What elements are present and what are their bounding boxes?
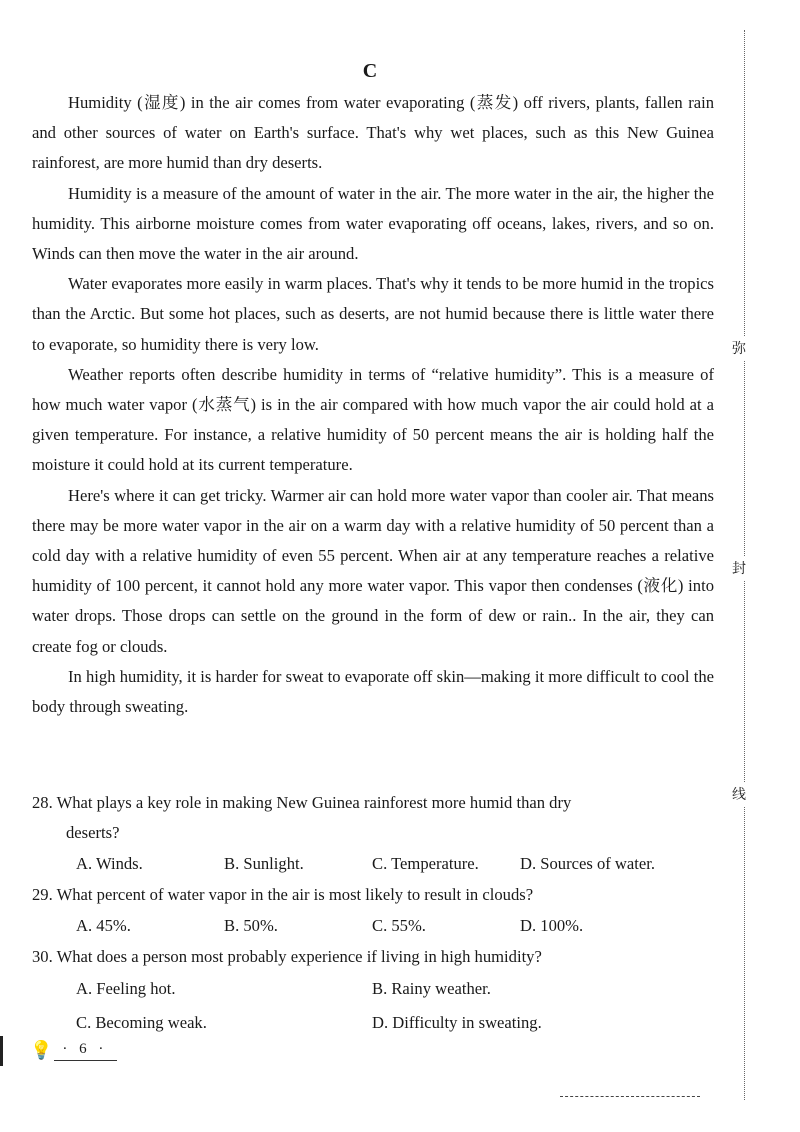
binding-char-mi: 弥 — [732, 336, 746, 360]
paragraph-6: In high humidity, it is harder for sweat to evaporate off skin—making it more difficult to cool the body through sweating. — [32, 666, 714, 717]
paragraph-3: Water evaporates more easily in warm places. That's why it tends to be more humid in the tropics than the Arctic. But some hot places, such as deserts, are not humid because there is little water there to evaporate, so humidity there is very low. — [32, 274, 714, 354]
paragraph-2: Humidity is a measure of the amount of water in the air. The more water in the air, the higher the humidity. This airborne moisture comes from water evaporating off oceans, lakes, rivers, and so on. Winds can then move the water in the air around. — [32, 183, 714, 264]
option-a[interactable]: A. 45%. — [76, 916, 131, 935]
question-stem: 30. What does a person most probably experience if living in high humidity? — [32, 947, 542, 966]
reading-passage — [32, 88, 714, 722]
paragraph-5: Here's where it can get tricky. Warmer air can hold more water vapor than cooler air. That means there may be more water vapor in the air on a warm day with a relative humidity of 50 percent than a cold day with a relative humidity of even 55 percent. When air at any temperature reaches a relative humidity of 100 percent, it cannot hold any more water vapor. This vapor then condenses (液化) into water drops. Those drops can settle on the ground in the form of dew or rain.. In the air, they can create fog or clouds. — [32, 485, 714, 656]
page-footer — [30, 1040, 117, 1061]
option-row — [32, 910, 722, 942]
paragraph-4: Weather reports often describe humidity in terms of “relative humidity”. This is a measure of how much water vapor (水蒸气) is in the air compared with how much vapor the air could hold at a given temperature. For instance, a relative humidity of 50 percent means the air is holding half the moisture it could hold at its current temperature. — [32, 364, 714, 475]
binding-char-xian: 线 — [732, 782, 746, 806]
option-d[interactable]: D. Difficulty in sweating. — [372, 1013, 542, 1032]
option-row — [32, 848, 722, 880]
question-list — [32, 788, 722, 1040]
option-c[interactable]: C. Becoming weak. — [76, 1013, 207, 1032]
option-a[interactable]: A. Feeling hot. — [76, 979, 176, 998]
option-c[interactable]: C. 55%. — [372, 916, 426, 935]
question-stem: 29. What percent of water vapor in the air is most likely to result in clouds? — [32, 885, 534, 904]
question-stem: 28. What plays a key role in making New Guinea rainforest more humid than dry — [32, 793, 572, 812]
paragraph-1: Humidity (湿度) in the air comes from water evaporating (蒸发) off rivers, plants, fallen rain and other sources of water on Earth's surface. That's why wet places, such as this New Guinea rainforest, are more humid than dry deserts. — [32, 93, 714, 173]
margin-mark — [0, 1036, 3, 1066]
question-stem-continued: deserts? — [66, 823, 120, 842]
option-c[interactable]: C. Temperature. — [372, 854, 479, 873]
question-30 — [32, 942, 722, 1040]
option-d[interactable]: D. Sources of water. — [520, 854, 656, 873]
question-29 — [32, 880, 722, 942]
option-b[interactable]: B. 50%. — [224, 916, 278, 935]
option-b[interactable]: B. Sunlight. — [224, 854, 304, 873]
bottom-rule — [560, 1096, 700, 1097]
lightbulb-icon: 💡 — [30, 1040, 53, 1060]
page-number: · 6 · — [54, 1041, 117, 1061]
option-a[interactable]: A. Winds. — [76, 854, 143, 873]
binding-char-feng: 封 — [732, 556, 746, 580]
option-b[interactable]: B. Rainy weather. — [372, 979, 491, 998]
section-heading: C — [362, 60, 378, 82]
question-28 — [32, 788, 722, 880]
option-d[interactable]: D. 100%. — [520, 916, 584, 935]
option-grid — [32, 972, 722, 1040]
